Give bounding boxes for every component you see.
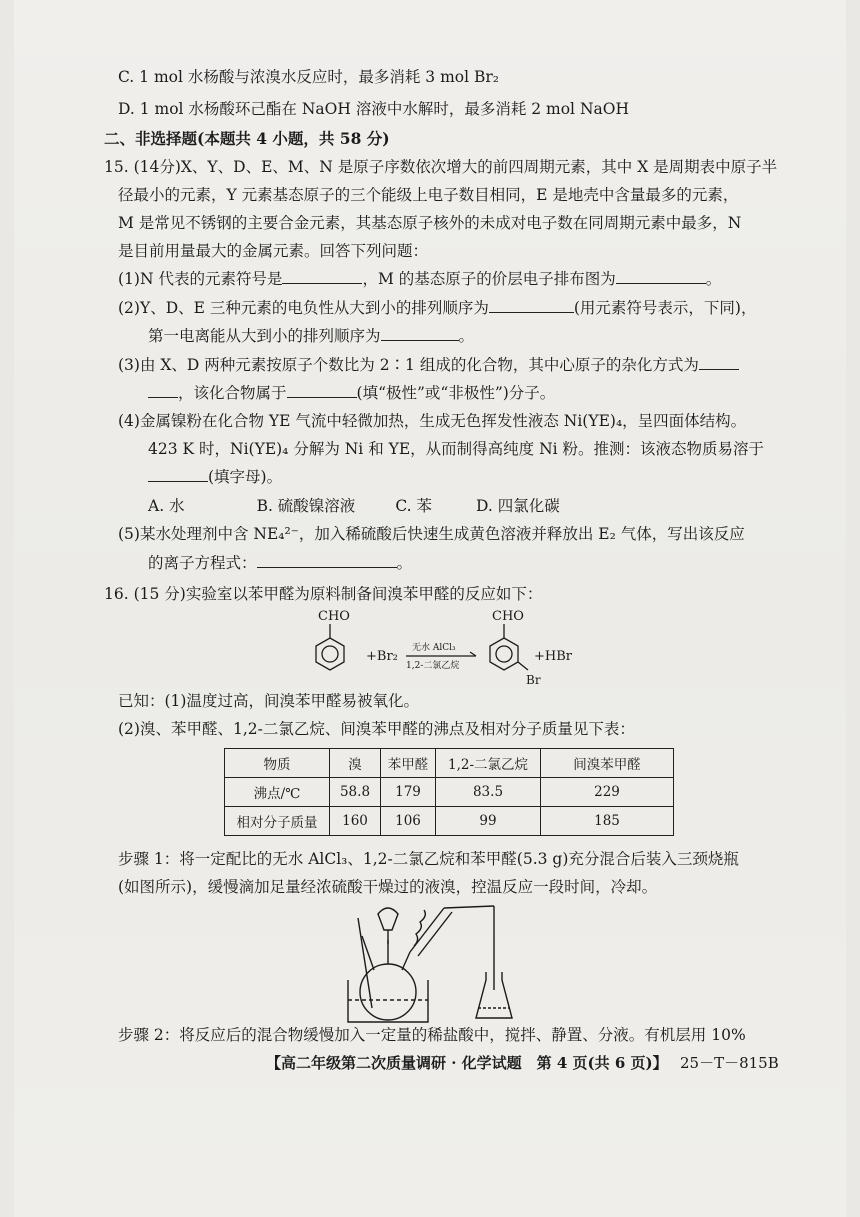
q15-part3-line1: (3)由 X、D 两种元素按原子个数比为 2∶1 组成的化合物，其中心原子的杂化方式为 [118, 354, 739, 376]
q14-option-d: D. 1 mol 水杨酸环己酯在 NaOH 溶液中水解时，最多消耗 2 mol NaOH [118, 100, 629, 118]
answer-blank[interactable] [282, 268, 362, 284]
q16-step1-line2: (如图所示)，缓慢滴加足量经浓硫酸干燥过的液溴，控温反应一段时间，冷却。 [118, 878, 658, 896]
table-cell: 185 [541, 807, 674, 836]
table-cell: 83.5 [436, 778, 541, 807]
table-row [225, 807, 674, 836]
answer-blank[interactable] [257, 552, 397, 568]
benzaldehyde-structure [316, 624, 344, 670]
reaction-equation [294, 600, 594, 686]
table-header: 苯甲醛 [381, 749, 436, 778]
dropping-funnel [378, 908, 398, 944]
table-cell: 99 [436, 807, 541, 836]
bromobenzaldehyde-structure [490, 624, 528, 670]
table-cell: 沸点/℃ [225, 778, 330, 807]
answer-blank[interactable] [381, 325, 459, 341]
answer-blank[interactable] [699, 354, 739, 370]
footer-title: 【高二年级第二次质量调研 · 化学试题 第 4 页(共 6 页)】 [266, 1054, 668, 1072]
q15-part4-line3: (填字母)。 [148, 466, 282, 488]
table-cell: 229 [541, 778, 674, 807]
solvent-label: 1,2-二氯乙烷 [406, 661, 460, 671]
answer-blank[interactable] [616, 268, 706, 284]
footer-code: 25－T－815B [680, 1054, 779, 1072]
q16-step1-line1: 步骤 1：将一定配比的无水 AlCl₃、1,2-二氯乙烷和苯甲醛(5.3 g)充分混合后装入三颈烧瓶 [118, 850, 739, 868]
q16-known2: (2)溴、苯甲醛、1,2-二氯乙烷、间溴苯甲醛的沸点及相对分子质量见下表： [118, 720, 635, 738]
q15-part5-line1: (5)某水处理剂中含 NE₄²⁻，加入稀硫酸后快速生成黄色溶液并释放出 E₂ 气体，写出该反应 [118, 525, 745, 543]
answer-blank[interactable] [148, 466, 208, 482]
section-title: 二、非选择题(本题共 4 小题，共 58 分) [104, 129, 390, 148]
answer-blank[interactable] [287, 382, 357, 398]
q15-part1: (1)N 代表的元素符号是 ，M 的基态原子的价层电子排布图为 。 [118, 270, 722, 288]
table-header: 溴 [330, 749, 381, 778]
q15-part4-line2: 423 K 时，Ni(YE)₄ 分解为 Ni 和 YE，从而制得高纯度 Ni 粉。推测：该液态物质易溶于 [148, 440, 765, 458]
q15-intro-line3: M 是常见不锈钢的主要合金元素，其基态原子核外的未成对电子数在同周期元素中最多，N [118, 214, 742, 232]
exam-page [14, 0, 846, 1217]
table-cell: 106 [381, 807, 436, 836]
q15-part2-line1: (2)Y、D、E 三种元素的电负性从大到小的排列顺序为 (用元素符号表示，下同)， [118, 299, 757, 317]
table-header: 间溴苯甲醛 [541, 749, 674, 778]
q15-part3-line2: ，该化合物属于 (填“极性”或“非极性”)分子。 [148, 382, 555, 404]
q15-part4-line1: (4)金属镍粉在化合物 YE 气流中轻微加热，生成无色挥发性液态 Ni(YE)₄，呈四面体结构。 [118, 412, 747, 430]
condenser [410, 906, 494, 990]
table-cell: 160 [330, 807, 381, 836]
q16-known1: 已知：(1)温度过高，间溴苯甲醛易被氧化。 [118, 692, 419, 710]
q15-part2-line2: 第一电离能从大到小的排列顺序为 。 [148, 327, 475, 345]
catalyst-label: 无水 AlCl₃ [412, 643, 456, 653]
table-header: 1,2-二氯乙烷 [436, 749, 541, 778]
three-neck-flask [360, 936, 416, 1020]
table-cell: 179 [381, 778, 436, 807]
q15-part4-options: A. 水 B. 硫酸镍溶液 C. 苯 D. 四氯化碳 [148, 497, 560, 515]
q15-intro-line2: 径最小的元素，Y 元素基态原子的三个能级上电子数目相同，E 是地壳中含量最多的元素， [118, 186, 739, 204]
br-substituent: Br [526, 673, 541, 686]
q15-intro-line1: 15. (14分)X、Y、D、E、M、N 是原子序数依次增大的前四周期元素，其中 X 是周期表中原子半 [104, 158, 778, 176]
cho-label: CHO [318, 609, 350, 624]
bromine-reagent: +Br₂ [366, 649, 398, 664]
hbr-product: +HBr [534, 649, 572, 664]
property-table [224, 748, 674, 836]
q16-intro: 16. (15 分)实验室以苯甲醛为原料制备间溴苯甲醛的反应如下： [104, 585, 543, 603]
apparatus-diagram [344, 900, 534, 1030]
answer-blank[interactable] [148, 382, 178, 398]
q15-part5-line2: 的离子方程式： 。 [148, 554, 413, 572]
q14-option-c: C. 1 mol 水杨酸与浓溴水反应时，最多消耗 3 mol Br₂ [118, 68, 500, 86]
table-row [225, 778, 674, 807]
table-cell: 58.8 [330, 778, 381, 807]
q16-step2: 步骤 2：将反应后的混合物缓慢加入一定量的稀盐酸中，搅拌、静置、分液。有机层用 10% [118, 1026, 746, 1044]
table-header: 物质 [225, 749, 330, 778]
q15-intro-line4: 是目前用量最大的金属元素。回答下列问题： [118, 242, 429, 260]
cho-label: CHO [492, 609, 524, 624]
table-cell: 相对分子质量 [225, 807, 330, 836]
answer-blank[interactable] [489, 297, 574, 313]
table-header-row [225, 749, 674, 778]
